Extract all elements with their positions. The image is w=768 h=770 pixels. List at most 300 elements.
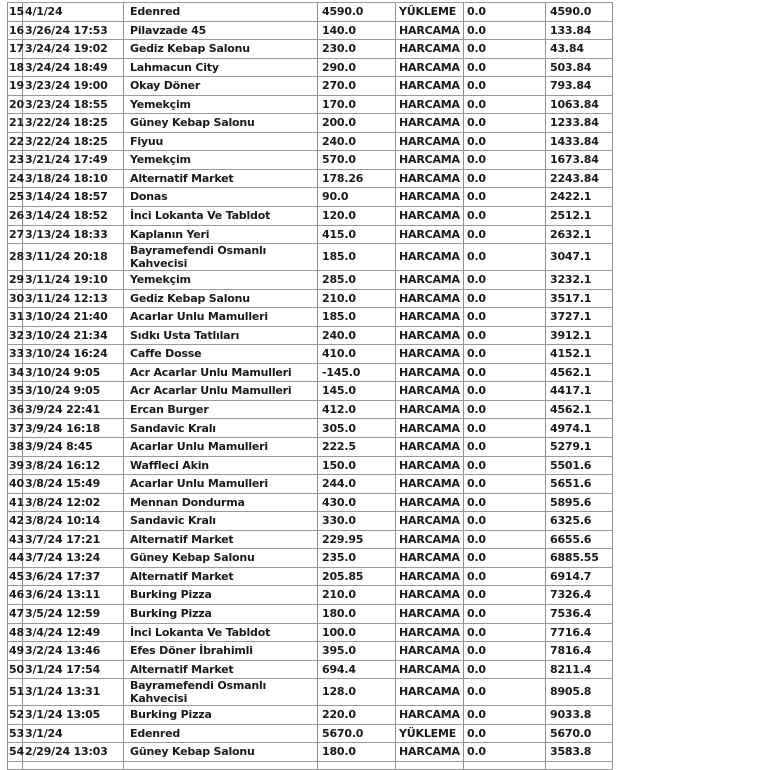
cell-num: 52 xyxy=(8,706,23,724)
cell-num: 24 xyxy=(8,170,23,188)
cell-balance: 6914.7 xyxy=(546,568,613,586)
cell-fee: 0.0 xyxy=(464,188,546,206)
cell-num: 35 xyxy=(8,382,23,400)
cell-type: HARCAMA xyxy=(396,271,464,289)
cell-amount: 100.0 xyxy=(318,624,396,642)
cell-merchant: Acarlar Unlu Mamulleri xyxy=(124,308,318,326)
cell-datetime: 3/11/24 19:10 xyxy=(23,271,124,289)
cell-datetime: 4/1/24 xyxy=(23,3,124,21)
table-row xyxy=(8,40,613,59)
cell-num: 23 xyxy=(8,151,23,169)
cell-amount: 222.5 xyxy=(318,438,396,456)
cell-amount: 180.0 xyxy=(318,743,396,761)
cell-fee: 0.0 xyxy=(464,207,546,225)
cell-datetime: 3/24/24 19:02 xyxy=(23,40,124,58)
cell-fee: 0.0 xyxy=(464,743,546,761)
table-row xyxy=(8,96,613,115)
cell-merchant: Mennan Dondurma xyxy=(124,494,318,512)
cell-merchant: Alternatif Market xyxy=(124,531,318,549)
cell-balance: 6655.6 xyxy=(546,531,613,549)
cell-merchant: Pilavzade 45 xyxy=(124,22,318,40)
cell-balance: 3727.1 xyxy=(546,308,613,326)
cell-type: HARCAMA xyxy=(396,59,464,77)
cell-datetime: 3/10/24 9:05 xyxy=(23,364,124,382)
cell-merchant: Acr Acarlar Unlu Mamulleri xyxy=(124,364,318,382)
cell-type: HARCAMA xyxy=(396,133,464,151)
cell-datetime: 3/23/24 18:55 xyxy=(23,96,124,114)
cell-balance: 6885.55 xyxy=(546,549,613,567)
table-row xyxy=(8,438,613,457)
cell-balance: 133.84 xyxy=(546,22,613,40)
cell-merchant: Edenred xyxy=(124,725,318,743)
cell-fee: 0.0 xyxy=(464,226,546,244)
table-row-partial xyxy=(8,762,613,770)
cell-fee: 0.0 xyxy=(464,586,546,604)
cell-type: HARCAMA xyxy=(396,170,464,188)
cell-merchant: Kaplanın Yeri xyxy=(124,226,318,244)
cell-num: 54 xyxy=(8,743,23,761)
cell-datetime: 3/1/24 13:31 xyxy=(23,679,124,705)
cell-amount: 412.0 xyxy=(318,401,396,419)
cell-balance: 4417.1 xyxy=(546,382,613,400)
cell-balance: 3232.1 xyxy=(546,271,613,289)
cell-num: 16 xyxy=(8,22,23,40)
cell-type: HARCAMA xyxy=(396,549,464,567)
cell-type: HARCAMA xyxy=(396,290,464,308)
cell-num: 50 xyxy=(8,661,23,679)
table-row xyxy=(8,364,613,383)
cell-merchant: Ercan Burger xyxy=(124,401,318,419)
cell-amount: 140.0 xyxy=(318,22,396,40)
cell-amount: 240.0 xyxy=(318,327,396,345)
table-row xyxy=(8,605,613,624)
table-row xyxy=(8,512,613,531)
cell-balance: 4590.0 xyxy=(546,3,613,21)
cell-balance: 4974.1 xyxy=(546,419,613,437)
cell-type: HARCAMA xyxy=(396,642,464,660)
cell-type: HARCAMA xyxy=(396,586,464,604)
table-row xyxy=(8,531,613,550)
cell-fee: 0.0 xyxy=(464,568,546,586)
cell-amount: 200.0 xyxy=(318,114,396,132)
cell-merchant: Sandavic Kralı xyxy=(124,419,318,437)
cell-amount: 305.0 xyxy=(318,419,396,437)
cell-amount: 220.0 xyxy=(318,706,396,724)
cell-fee: 0.0 xyxy=(464,244,546,270)
cell-balance: 2512.1 xyxy=(546,207,613,225)
table-row xyxy=(8,382,613,401)
cell-amount: 170.0 xyxy=(318,96,396,114)
cell-num: 49 xyxy=(8,642,23,660)
cell-merchant: Burking Pizza xyxy=(124,586,318,604)
cell-amount: 210.0 xyxy=(318,586,396,604)
cell-balance: 2632.1 xyxy=(546,226,613,244)
cell-type: HARCAMA xyxy=(396,345,464,363)
cell-num: 43 xyxy=(8,531,23,549)
cell-balance: 4562.1 xyxy=(546,401,613,419)
cell-num: 18 xyxy=(8,59,23,77)
cell-type: HARCAMA xyxy=(396,364,464,382)
cell-datetime: 3/14/24 18:57 xyxy=(23,188,124,206)
table-row xyxy=(8,743,613,762)
cell-num: 42 xyxy=(8,512,23,530)
cell-fee: 0.0 xyxy=(464,40,546,58)
cell-balance: 8905.8 xyxy=(546,679,613,705)
cell-merchant: Yemekçim xyxy=(124,151,318,169)
cell-balance: 7816.4 xyxy=(546,642,613,660)
cell-amount: 90.0 xyxy=(318,188,396,206)
cell-fee: 0.0 xyxy=(464,308,546,326)
cell-amount: 330.0 xyxy=(318,512,396,530)
cell-fee: 0.0 xyxy=(464,271,546,289)
cell-fee: 0.0 xyxy=(464,419,546,437)
cell-balance: 7716.4 xyxy=(546,624,613,642)
cell-type: HARCAMA xyxy=(396,494,464,512)
table-row xyxy=(8,549,613,568)
cell-datetime: 3/8/24 15:49 xyxy=(23,475,124,493)
cell-type: YÜKLEME xyxy=(396,725,464,743)
table-row xyxy=(8,401,613,420)
cell-num: 40 xyxy=(8,475,23,493)
cell-datetime: 3/22/24 18:25 xyxy=(23,114,124,132)
cell-merchant: Alternatif Market xyxy=(124,661,318,679)
cell-num: 20 xyxy=(8,96,23,114)
cell-type: HARCAMA xyxy=(396,624,464,642)
cell-num: 44 xyxy=(8,549,23,567)
cell-amount: -145.0 xyxy=(318,364,396,382)
cell-type: HARCAMA xyxy=(396,743,464,761)
cell-merchant: Donas xyxy=(124,188,318,206)
cell-type: HARCAMA xyxy=(396,207,464,225)
cell-type: HARCAMA xyxy=(396,706,464,724)
cell-fee: 0.0 xyxy=(464,457,546,475)
cell-merchant: İnci Lokanta Ve Tabldot xyxy=(124,207,318,225)
cell-type: HARCAMA xyxy=(396,327,464,345)
cell-merchant: Güney Kebap Salonu xyxy=(124,114,318,132)
cell-num: 28 xyxy=(8,244,23,270)
cell-type: HARCAMA xyxy=(396,531,464,549)
cell-datetime: 3/26/24 17:53 xyxy=(23,22,124,40)
cell-type: HARCAMA xyxy=(396,475,464,493)
cell-num: 31 xyxy=(8,308,23,326)
cell-type: HARCAMA xyxy=(396,308,464,326)
cell-balance: 3912.1 xyxy=(546,327,613,345)
table-row xyxy=(8,244,613,271)
cell-amount: 244.0 xyxy=(318,475,396,493)
cell-amount: 185.0 xyxy=(318,308,396,326)
cell-datetime: 2/29/24 13:03 xyxy=(23,743,124,761)
cell-fee: 0.0 xyxy=(464,151,546,169)
cell-amount: 180.0 xyxy=(318,605,396,623)
cell-merchant: Burking Pizza xyxy=(124,706,318,724)
cell-num: 27 xyxy=(8,226,23,244)
cell-datetime: 3/13/24 18:33 xyxy=(23,226,124,244)
cell-fee: 0.0 xyxy=(464,401,546,419)
cell-datetime: 3/22/24 18:25 xyxy=(23,133,124,151)
cell-datetime: 3/9/24 16:18 xyxy=(23,419,124,437)
cell-datetime: 3/10/24 21:34 xyxy=(23,327,124,345)
cell-num: 15 xyxy=(8,3,23,21)
cell-amount: 270.0 xyxy=(318,77,396,95)
cell-datetime: 3/9/24 22:41 xyxy=(23,401,124,419)
cell-datetime: 3/18/24 18:10 xyxy=(23,170,124,188)
cell-fee: 0.0 xyxy=(464,549,546,567)
cell-balance: 503.84 xyxy=(546,59,613,77)
cell-datetime: 3/8/24 16:12 xyxy=(23,457,124,475)
cell-type: HARCAMA xyxy=(396,568,464,586)
cell-merchant: Lahmacun City xyxy=(124,59,318,77)
cell-datetime: 3/23/24 19:00 xyxy=(23,77,124,95)
cell-merchant: Caffe Dosse xyxy=(124,345,318,363)
table-row xyxy=(8,661,613,680)
table-row xyxy=(8,642,613,661)
cell-merchant: Sıdkı Usta Tatlıları xyxy=(124,327,318,345)
cell-type: HARCAMA xyxy=(396,512,464,530)
cell-datetime: 3/8/24 10:14 xyxy=(23,512,124,530)
cell-datetime: 3/10/24 16:24 xyxy=(23,345,124,363)
table-row xyxy=(8,457,613,476)
cell-amount: 415.0 xyxy=(318,226,396,244)
cell-amount: 240.0 xyxy=(318,133,396,151)
cell-type: HARCAMA xyxy=(396,40,464,58)
cell-balance: 1233.84 xyxy=(546,114,613,132)
cell-amount: 210.0 xyxy=(318,290,396,308)
table-row xyxy=(8,327,613,346)
table-row xyxy=(8,3,613,22)
cell-balance: 5651.6 xyxy=(546,475,613,493)
cell-merchant: Okay Döner xyxy=(124,77,318,95)
cell-datetime: 3/1/24 17:54 xyxy=(23,661,124,679)
cell-num: 36 xyxy=(8,401,23,419)
cell-num: 47 xyxy=(8,605,23,623)
cell-fee: 0.0 xyxy=(464,3,546,21)
cell-fee: 0.0 xyxy=(464,345,546,363)
cell-fee: 0.0 xyxy=(464,475,546,493)
cell-type: HARCAMA xyxy=(396,419,464,437)
cell-amount: 290.0 xyxy=(318,59,396,77)
cell-num: 38 xyxy=(8,438,23,456)
cell-num: 48 xyxy=(8,624,23,642)
table-row xyxy=(8,207,613,226)
table-row xyxy=(8,725,613,744)
cell-num: 53 xyxy=(8,725,23,743)
cell-num: 25 xyxy=(8,188,23,206)
cell-merchant: Güney Kebap Salonu xyxy=(124,549,318,567)
cell-datetime: 3/1/24 13:05 xyxy=(23,706,124,724)
cell-merchant: Efes Döner İbrahimli xyxy=(124,642,318,660)
table-row xyxy=(8,290,613,309)
cell-datetime: 3/7/24 17:21 xyxy=(23,531,124,549)
cell-balance: 2422.1 xyxy=(546,188,613,206)
cell-num: 19 xyxy=(8,77,23,95)
cell-datetime: 3/1/24 xyxy=(23,725,124,743)
cell-datetime: 3/11/24 20:18 xyxy=(23,244,124,270)
cell-balance: 6325.6 xyxy=(546,512,613,530)
cell-amount: 178.26 xyxy=(318,170,396,188)
cell-balance: 2243.84 xyxy=(546,170,613,188)
table-row xyxy=(8,475,613,494)
cell-amount: 285.0 xyxy=(318,271,396,289)
cell-merchant: Gediz Kebap Salonu xyxy=(124,290,318,308)
cell-balance: 1673.84 xyxy=(546,151,613,169)
cell-num: 26 xyxy=(8,207,23,225)
cell-fee: 0.0 xyxy=(464,512,546,530)
table-row xyxy=(8,77,613,96)
cell-type: HARCAMA xyxy=(396,679,464,705)
cell-datetime: 3/10/24 9:05 xyxy=(23,382,124,400)
cell-balance: 43.84 xyxy=(546,40,613,58)
cell-balance: 7536.4 xyxy=(546,605,613,623)
table-row xyxy=(8,586,613,605)
cell-fee: 0.0 xyxy=(464,364,546,382)
cell-type: HARCAMA xyxy=(396,114,464,132)
table-row xyxy=(8,624,613,643)
cell-fee: 0.0 xyxy=(464,327,546,345)
cell-balance: 1063.84 xyxy=(546,96,613,114)
cell-fee: 0.0 xyxy=(464,77,546,95)
cell-amount: 185.0 xyxy=(318,244,396,270)
cell-fee: 0.0 xyxy=(464,133,546,151)
cell-fee: 0.0 xyxy=(464,114,546,132)
cell-num: 33 xyxy=(8,345,23,363)
cell-merchant: Waffleci Akin xyxy=(124,457,318,475)
cell-amount: 395.0 xyxy=(318,642,396,660)
table-row xyxy=(8,151,613,170)
cell-datetime: 3/14/24 18:52 xyxy=(23,207,124,225)
cell-type: HARCAMA xyxy=(396,77,464,95)
cell-fee: 0.0 xyxy=(464,59,546,77)
cell-merchant: Acr Acarlar Unlu Mamulleri xyxy=(124,382,318,400)
cell-type: HARCAMA xyxy=(396,382,464,400)
cell-num: 46 xyxy=(8,586,23,604)
cell-fee: 0.0 xyxy=(464,170,546,188)
cell-num: 51 xyxy=(8,679,23,705)
cell-merchant: Alternatif Market xyxy=(124,170,318,188)
cell-balance: 3517.1 xyxy=(546,290,613,308)
cell-amount: 4590.0 xyxy=(318,3,396,21)
cell-datetime: 3/6/24 17:37 xyxy=(23,568,124,586)
cell-num: 29 xyxy=(8,271,23,289)
cell-balance: 1433.84 xyxy=(546,133,613,151)
transactions-table xyxy=(7,2,613,770)
cell-amount: 410.0 xyxy=(318,345,396,363)
cell-num: 30 xyxy=(8,290,23,308)
cell-num: 32 xyxy=(8,327,23,345)
cell-type: HARCAMA xyxy=(396,188,464,206)
cell-datetime: 3/4/24 12:49 xyxy=(23,624,124,642)
table-row xyxy=(8,345,613,364)
cell-fee: 0.0 xyxy=(464,725,546,743)
cell-merchant: Yemekçim xyxy=(124,271,318,289)
cell-type: HARCAMA xyxy=(396,457,464,475)
table-row xyxy=(8,568,613,587)
cell-fee: 0.0 xyxy=(464,438,546,456)
cell-datetime: 3/10/24 21:40 xyxy=(23,308,124,326)
cell-merchant: Bayramefendi Osmanlı Kahvecisi xyxy=(124,679,318,705)
cell-type: HARCAMA xyxy=(396,151,464,169)
cell-merchant: Fiyuu xyxy=(124,133,318,151)
cell-type: YÜKLEME xyxy=(396,3,464,21)
cell-balance: 793.84 xyxy=(546,77,613,95)
cell-amount: 145.0 xyxy=(318,382,396,400)
table-row xyxy=(8,114,613,133)
cell-num: 45 xyxy=(8,568,23,586)
table-row xyxy=(8,188,613,207)
cell-num: 39 xyxy=(8,457,23,475)
cell-type: HARCAMA xyxy=(396,96,464,114)
cell-type: HARCAMA xyxy=(396,244,464,270)
table-row xyxy=(8,59,613,78)
cell-type: HARCAMA xyxy=(396,438,464,456)
cell-balance: 5895.6 xyxy=(546,494,613,512)
cell-merchant: Güney Kebap Salonu xyxy=(124,743,318,761)
cell-type: HARCAMA xyxy=(396,661,464,679)
cell-merchant: Acarlar Unlu Mamulleri xyxy=(124,475,318,493)
cell-merchant: Gediz Kebap Salonu xyxy=(124,40,318,58)
cell-amount: 430.0 xyxy=(318,494,396,512)
cell-balance: 5501.6 xyxy=(546,457,613,475)
cell-datetime: 3/5/24 12:59 xyxy=(23,605,124,623)
cell-datetime: 3/7/24 13:24 xyxy=(23,549,124,567)
table-row xyxy=(8,271,613,290)
cell-merchant: Edenred xyxy=(124,3,318,21)
cell-num: 22 xyxy=(8,133,23,151)
cell-datetime: 3/8/24 12:02 xyxy=(23,494,124,512)
cell-balance: 7326.4 xyxy=(546,586,613,604)
cell-merchant: Acarlar Unlu Mamulleri xyxy=(124,438,318,456)
cell-num: 37 xyxy=(8,419,23,437)
cell-amount: 230.0 xyxy=(318,40,396,58)
cell-merchant: Burking Pizza xyxy=(124,605,318,623)
table-row xyxy=(8,494,613,513)
cell-datetime: 3/9/24 8:45 xyxy=(23,438,124,456)
cell-fee: 0.0 xyxy=(464,96,546,114)
cell-balance: 3583.8 xyxy=(546,743,613,761)
cell-fee: 0.0 xyxy=(464,382,546,400)
cell-type: HARCAMA xyxy=(396,401,464,419)
cell-balance: 5670.0 xyxy=(546,725,613,743)
cell-fee: 0.0 xyxy=(464,624,546,642)
cell-fee: 0.0 xyxy=(464,494,546,512)
cell-fee: 0.0 xyxy=(464,290,546,308)
table-row xyxy=(8,706,613,725)
cell-amount: 205.85 xyxy=(318,568,396,586)
table-row xyxy=(8,133,613,152)
cell-fee: 0.0 xyxy=(464,531,546,549)
cell-datetime: 3/21/24 17:49 xyxy=(23,151,124,169)
cell-balance: 9033.8 xyxy=(546,706,613,724)
cell-type: HARCAMA xyxy=(396,605,464,623)
cell-amount: 570.0 xyxy=(318,151,396,169)
cell-amount: 120.0 xyxy=(318,207,396,225)
cell-balance: 4562.1 xyxy=(546,364,613,382)
cell-num: 34 xyxy=(8,364,23,382)
table-row xyxy=(8,419,613,438)
cell-balance: 3047.1 xyxy=(546,244,613,270)
cell-merchant: Yemekçim xyxy=(124,96,318,114)
cell-merchant: Bayramefendi Osmanlı Kahvecisi xyxy=(124,244,318,270)
cell-merchant: Alternatif Market xyxy=(124,568,318,586)
cell-amount: 229.95 xyxy=(318,531,396,549)
cell-amount: 694.4 xyxy=(318,661,396,679)
cell-datetime: 3/24/24 18:49 xyxy=(23,59,124,77)
cell-datetime: 3/6/24 13:11 xyxy=(23,586,124,604)
cell-fee: 0.0 xyxy=(464,642,546,660)
cell-datetime: 3/2/24 13:46 xyxy=(23,642,124,660)
cell-fee: 0.0 xyxy=(464,605,546,623)
cell-balance: 8211.4 xyxy=(546,661,613,679)
cell-amount: 5670.0 xyxy=(318,725,396,743)
